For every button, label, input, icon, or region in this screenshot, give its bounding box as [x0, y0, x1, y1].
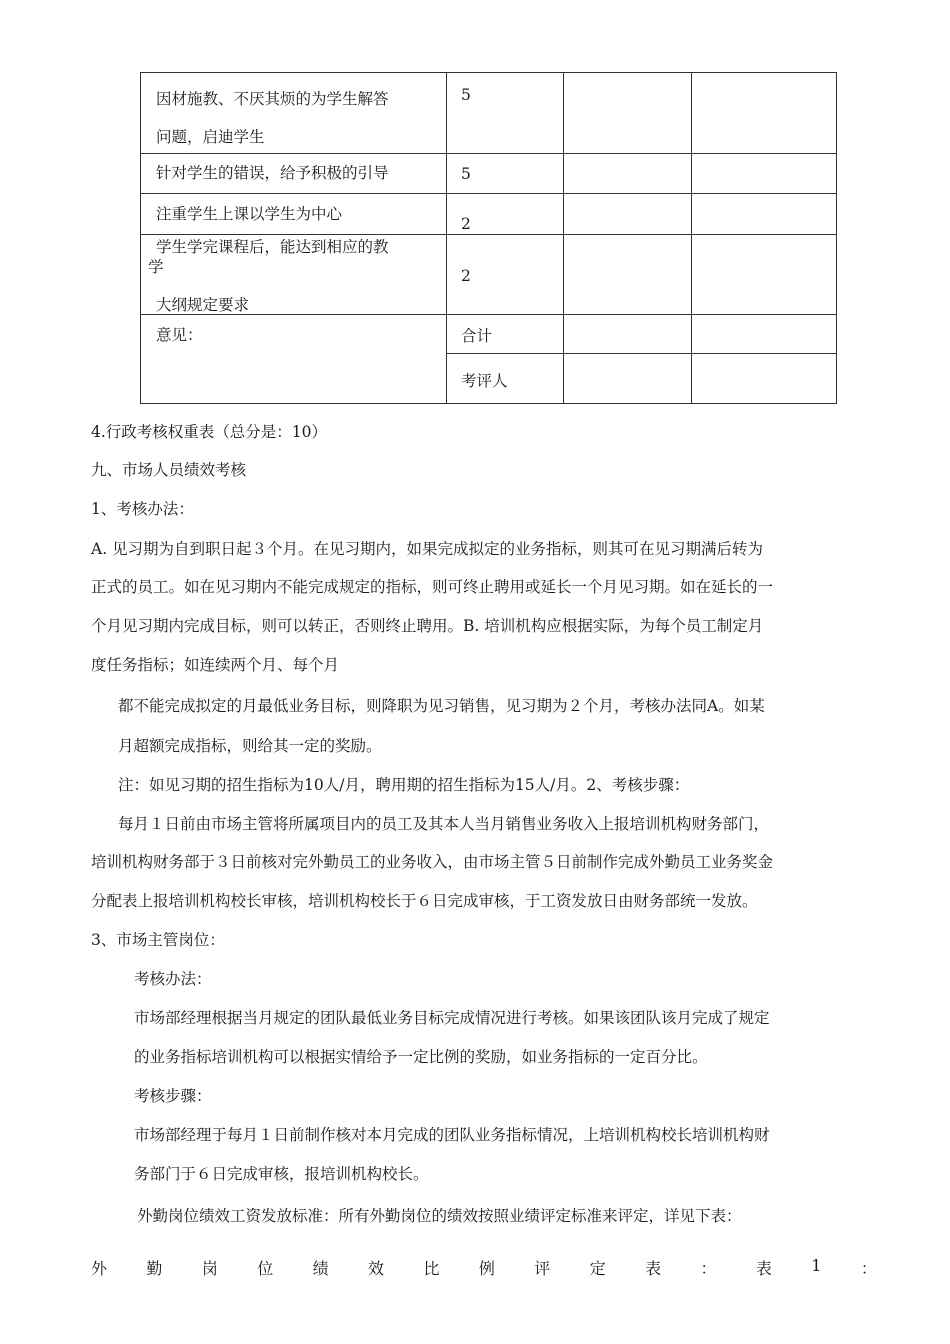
paragraph-field-staff-standard: 外勤岗位绩效工资发放标准：所有外勤岗位的绩效按照业绩评定标准来评定，详见下表： [137, 1207, 742, 1225]
title-char: 绩 [312, 1259, 329, 1278]
title-char: 表 [755, 1259, 772, 1278]
title-char: ： [700, 1259, 717, 1278]
admin-weight-table-heading: 4.行政考核权重表（总分是：10） [91, 423, 328, 441]
table-total-label: 合计 [461, 327, 493, 345]
table-divider-1 [446, 72, 447, 404]
table-row-4-criterion-line-1: 学生学完课程后，能达到相应的教 [156, 238, 389, 256]
table-row-2-score: 5 [461, 165, 471, 183]
note-recruitment-targets: 注：如见习期的招生指标为10人/月，聘用期的招生指标为15人/月。2、考核步骤： [118, 776, 690, 794]
paragraph-probation-line-2: 正式的员工。如在见习期内不能完成规定的指标，则可终止聘用或延长一个月见习期。如在延长的一 [91, 578, 774, 596]
subheading-method: 考核办法： [134, 970, 212, 988]
title-char: 评 [534, 1259, 551, 1278]
table-row-line-3 [140, 234, 837, 235]
table-row-4-criterion-line-3: 大纲规定要求 [156, 296, 250, 314]
title-char: 效 [368, 1259, 385, 1278]
title-char: 1 [811, 1256, 822, 1275]
title-char: 位 [257, 1259, 274, 1278]
title-char: 例 [478, 1259, 495, 1278]
table-opinion-label: 意见： [156, 326, 203, 344]
paragraph-steps-line-3: 分配表上报培训机构校长审核，培训机构校长于６日完成审核，于工资发放日由财务部统一发放。 [91, 892, 758, 910]
table-divider-3 [691, 72, 692, 404]
table-border-top [140, 72, 837, 73]
table-border-right [836, 72, 837, 404]
table-divider-2 [563, 72, 564, 404]
paragraph-manager-assessment-line-2: 的业务指标培训机构可以根据实情给予一定比例的奖励，如业务指标的一定百分比。 [134, 1048, 708, 1066]
title-char: ： [860, 1259, 877, 1278]
table-reviewer-label: 考评人 [461, 372, 508, 390]
field-staff-ratio-table-title [91, 1256, 877, 1279]
table-border-bottom [140, 403, 837, 404]
table-row-line-5 [446, 353, 837, 354]
paragraph-steps-line-2: 培训机构财务部于３日前核对完外勤员工的业务收入，由市场主管５日前制作完成外勤员工业务奖金 [91, 853, 774, 871]
table-row-3-score: 2 [461, 215, 471, 233]
subheading-market-supervisor: 3、市场主管岗位： [91, 931, 225, 949]
title-char: 外 [91, 1259, 108, 1278]
table-row-1-criterion-line-2: 问题，启迪学生 [156, 128, 265, 146]
paragraph-manager-assessment-line-1: 市场部经理根据当月规定的团队最低业务目标完成情况进行考核。如果该团队该月完成了规定 [134, 1009, 770, 1027]
paragraph-manager-steps-line-2: 务部门于６日完成审核，报培训机构校长。 [134, 1165, 429, 1183]
paragraph-probation-line-4: 度任务指标；如连续两个月、每个月 [91, 656, 340, 674]
paragraph-demotion-line-1: 都不能完成拟定的月最低业务目标，则降职为见习销售，见习期为２个月，考核办法同A。如某 [118, 697, 765, 715]
title-char: 比 [423, 1259, 440, 1278]
paragraph-probation-line-3: 个月见习期内完成目标，则可以转正，否则终止聘用。B. 培训机构应根据实际，为每个员工制定月 [91, 617, 764, 635]
table-border-left [140, 72, 141, 404]
table-row-line-2 [140, 193, 837, 194]
paragraph-steps-line-1: 每月１日前由市场主管将所属项目内的员工及其本人当月销售业务收入上报培训机构财务部门， [118, 815, 770, 833]
paragraph-manager-steps-line-1: 市场部经理于每月１日前制作核对本月完成的团队业务指标情况，上培训机构校长培训机构财 [134, 1126, 770, 1144]
paragraph-demotion-line-2: 月超额完成指标，则给其一定的奖励。 [118, 737, 382, 755]
table-row-3-criterion-line-1: 注重学生上课以学生为中心 [156, 205, 343, 223]
subheading-assessment-method: 1、考核办法： [91, 500, 194, 518]
table-row-2-criterion-line-1: 针对学生的错误，给予积极的引导 [156, 164, 389, 182]
table-row-line-1 [140, 153, 837, 154]
title-char: 定 [589, 1259, 606, 1278]
table-row-1-criterion-line-1: 因材施教、不厌其烦的为学生解答 [156, 90, 389, 108]
table-row-4-score: 2 [461, 267, 471, 285]
table-row-4-criterion-line-2: 学 [148, 258, 164, 276]
title-char: 勤 [146, 1259, 163, 1278]
title-char: 岗 [201, 1259, 218, 1278]
paragraph-probation-line-1: A. 见习期为自到职日起３个月。在见习期内，如果完成拟定的业务指标，则其可在见习期满后转为 [91, 540, 764, 558]
subheading-steps: 考核步骤： [134, 1087, 212, 1105]
table-row-1-score: 5 [461, 86, 471, 104]
title-char: 表 [645, 1259, 662, 1278]
section-heading-market-performance: 九、市场人员绩效考核 [91, 461, 247, 479]
